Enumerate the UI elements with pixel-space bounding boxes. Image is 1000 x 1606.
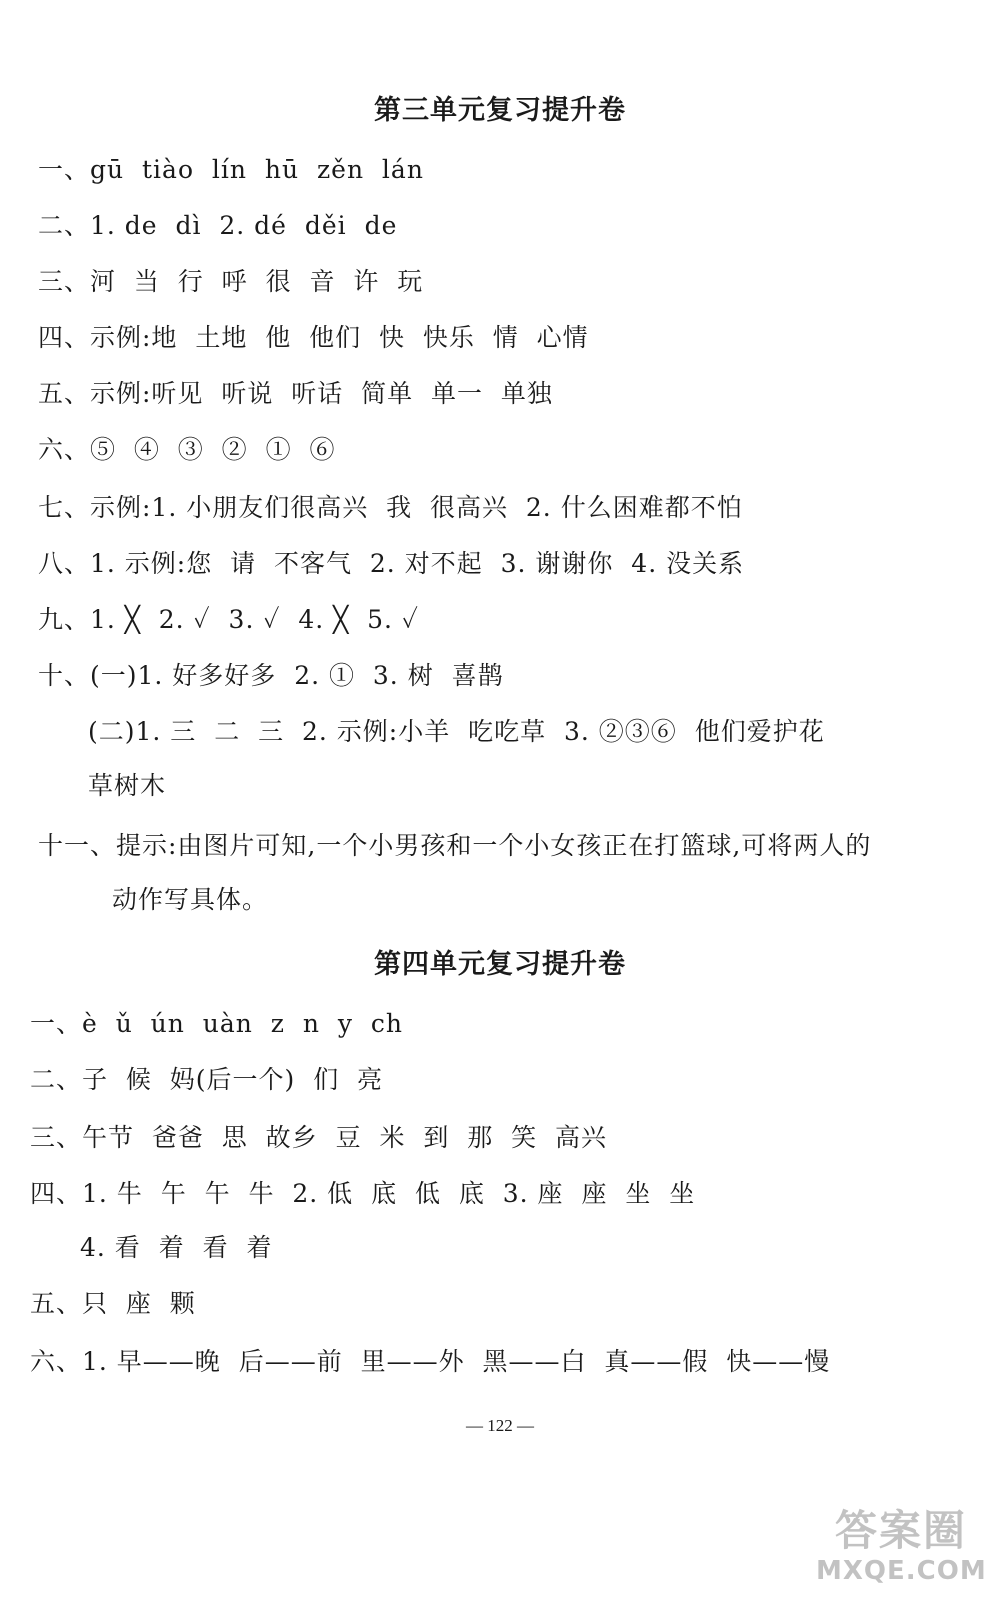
- unit3-answer-1: 一、gū tiào lín hū zěn lán: [38, 155, 424, 184]
- unit3-answer-7: 七、示例:1. 小朋友们很高兴 我 很高兴 2. 什么困难都不怕: [38, 493, 743, 522]
- unit4-answer-5: 五、只 座 颗: [30, 1289, 196, 1318]
- unit3-answer-10-part2: (二)1. 三 二 三 2. 示例:小羊 吃吃草 3. ②③⑥ 他们爱护花: [88, 717, 825, 746]
- unit3-answer-11-cont: 动作写具体。: [112, 885, 269, 914]
- unit3-answer-10-part1: 十、(一)1. 好多好多 2. ① 3. 树 喜鹊: [38, 661, 504, 690]
- unit4-answer-4-cont: 4. 看 着 看 着: [80, 1233, 273, 1262]
- watermark-main-text: 答案圈: [834, 1506, 967, 1555]
- watermark-logo: [816, 1498, 986, 1590]
- unit3-answer-4: 四、示例:地 土地 他 他们 快 快乐 情 心情: [38, 323, 589, 352]
- unit4-answer-6: 六、1. 早——晚 后——前 里——外 黑——白 真——假 快——慢: [30, 1347, 831, 1376]
- unit3-answer-8: 八、1. 示例:您 请 不客气 2. 对不起 3. 谢谢你 4. 没关系: [38, 549, 745, 578]
- unit4-answer-3: 三、午节 爸爸 思 故乡 豆 米 到 那 笑 高兴: [30, 1123, 608, 1152]
- unit3-title: 第三单元复习提升卷: [374, 95, 626, 126]
- unit4-title: 第四单元复习提升卷: [374, 949, 626, 980]
- unit4-answer-4: 四、1. 牛 午 午 牛 2. 低 底 低 底 3. 座 座 坐 坐: [30, 1179, 696, 1208]
- unit3-answer-6: 六、⑤ ④ ③ ② ① ⑥: [38, 435, 336, 464]
- watermark-site-text: MXQE.COM: [816, 1556, 987, 1586]
- unit3-answer-5: 五、示例:听见 听说 听话 简单 单一 单独: [38, 379, 553, 408]
- unit3-answer-3: 三、河 当 行 呼 很 音 许 玩: [38, 267, 424, 296]
- unit3-answer-10-part2-cont: 草树木: [88, 771, 167, 800]
- unit3-answer-9: 九、1. ╳ 2. ✓ 3. ✓ 4. ╳ 5. ✓: [38, 605, 420, 634]
- unit3-answer-11: 十一、提示:由图片可知,一个小男孩和一个小女孩正在打篮球,可将两人的: [38, 831, 872, 860]
- unit4-answer-2: 二、子 候 妈(后一个) 们 亮: [30, 1065, 384, 1094]
- unit3-answer-2: 二、1. de dì 2. dé děi de: [38, 211, 398, 240]
- unit4-answer-1: 一、è ǔ ún uàn z n y ch: [30, 1009, 403, 1038]
- page-number: — 122 —: [466, 1416, 534, 1435]
